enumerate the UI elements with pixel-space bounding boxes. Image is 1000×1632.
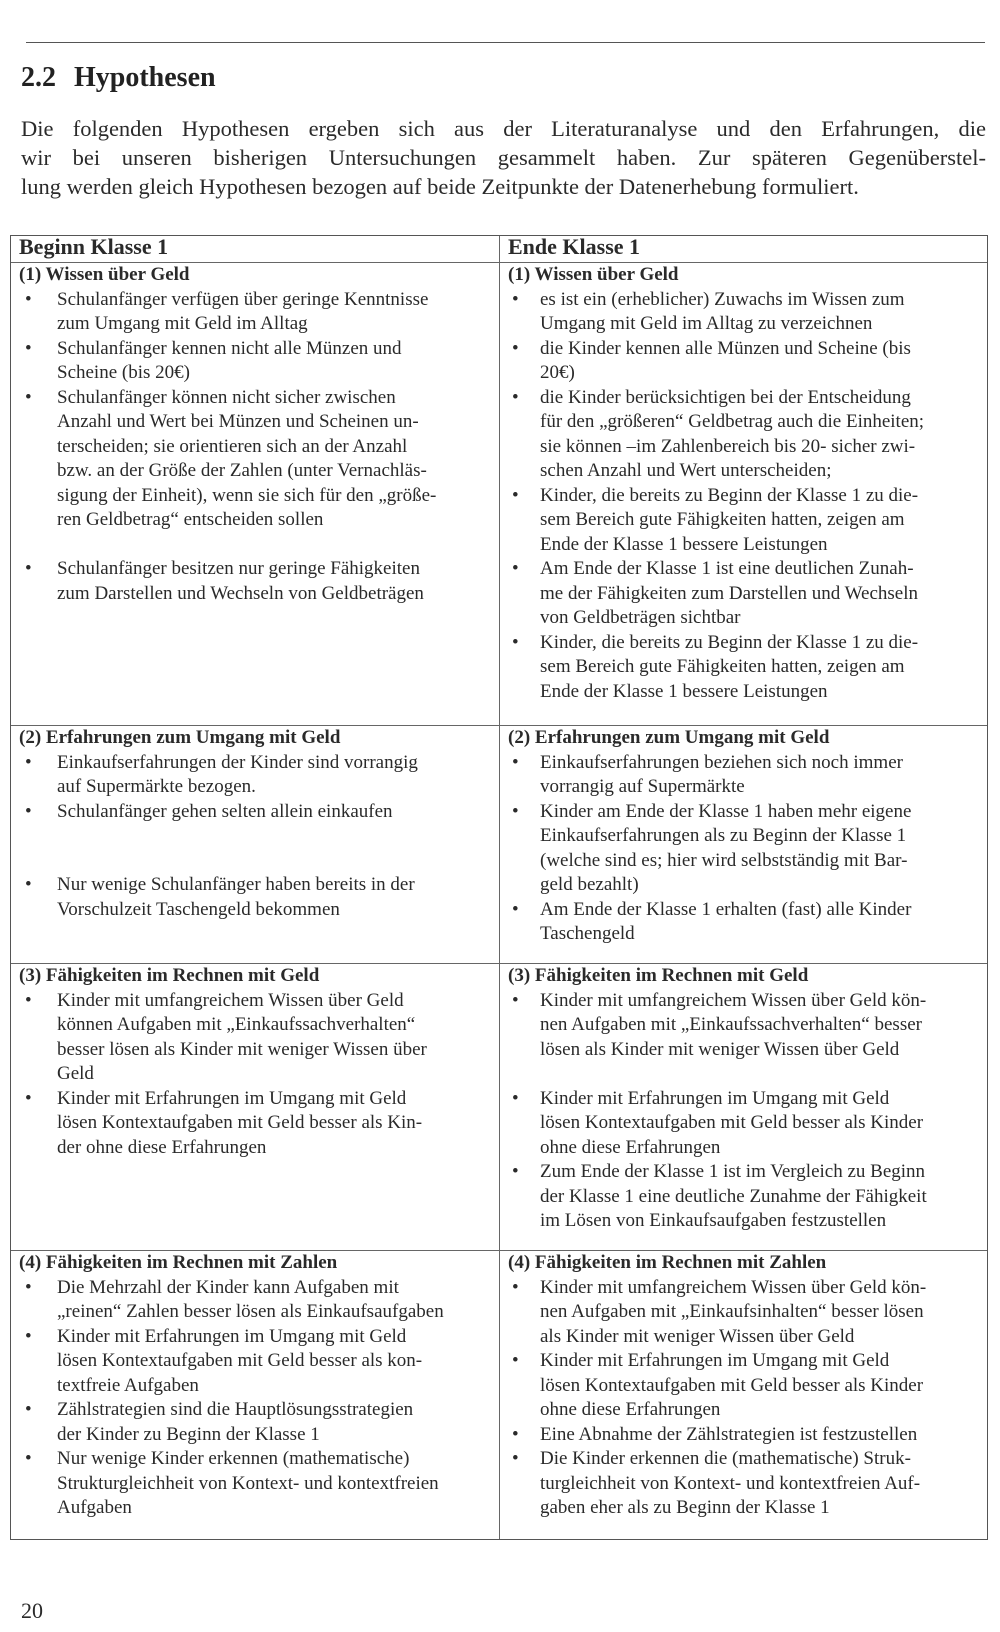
list-item — [19, 1325, 489, 1399]
list-item — [19, 386, 489, 533]
list-item-text: Kinder mit Erfahrungen im Umgang mit Geld lösen Kontextaufgaben mit Geld besser als Kinder ohne diese Erfahrungen — [540, 1087, 924, 1158]
list-item-text: Schulanfänger gehen selten allein einkaufen — [57, 800, 393, 822]
table-cell-right — [508, 726, 978, 947]
list-item — [19, 288, 489, 337]
bullet-icon: • — [25, 558, 32, 579]
intro-paragraph — [21, 114, 986, 201]
bullet-icon: • — [512, 1448, 519, 1469]
bullet-icon: • — [512, 1161, 519, 1182]
list-item-text: Einkaufserfahrungen beziehen sich noch immer vorrangig auf Supermärkte — [540, 751, 903, 797]
list-item — [19, 873, 489, 922]
bullet-icon: • — [512, 337, 519, 359]
list-item — [19, 1447, 489, 1521]
list-item — [508, 1160, 978, 1234]
bullet-icon: • — [25, 800, 32, 822]
table-cell-left — [19, 964, 489, 1160]
category-title: (1) Wissen über Geld — [19, 264, 190, 285]
list-item-text: die Kinder kennen alle Münzen und Scheine (bis 20€) — [540, 337, 911, 383]
table-cell-left — [19, 1251, 489, 1521]
list-item-text: es ist ein (erheblicher) Zuwachs im Wissen zum Umgang mit Geld im Alltag zu verzeichnen — [540, 288, 905, 334]
list-item-text: Am Ende der Klasse 1 ist eine deutlichen Zunah- me der Fähigkeiten zum Darstellen und Wechseln von Geldbeträgen sichtbar — [540, 558, 919, 628]
bullet-icon: • — [25, 751, 32, 773]
bullet-icon: • — [512, 751, 519, 773]
column-header-beginn: Beginn Klasse 1 — [19, 234, 169, 259]
list-item — [508, 1447, 978, 1521]
list-item-text: Schulanfänger können nicht sicher zwischen Anzahl und Wert bei Münzen und Scheinen un- terscheiden; sie orientieren sich an der Anzahl bzw. an der Größe der Zahlen (unter Vernachläs- sigung der Einheit), wenn sie sich für den „größe- ren Geldbetrag“ entscheiden sollen — [57, 386, 437, 530]
bullet-icon: • — [25, 1276, 32, 1298]
page-number: 20 — [21, 1598, 43, 1623]
list-item — [508, 1276, 978, 1350]
list-item-text: Kinder am Ende der Klasse 1 haben mehr eigene Einkaufserfahrungen als zu Beginn der Klasse 1 (welche sind es; hier wird selbstständig mit Bar- geld bezahlt) — [540, 800, 912, 895]
list-item-text: Kinder mit Erfahrungen im Umgang mit Geld lösen Kontextaufgaben mit Geld besser als kon- textfreie Aufgaben — [57, 1325, 423, 1396]
list-item-text: Am Ende der Klasse 1 erhalten (fast) alle Kinder Taschengeld — [540, 898, 912, 944]
list-item-text: Kinder mit umfangreichem Wissen über Geld können Aufgaben mit „Einkaufssachverhalten“ besser lösen als Kinder mit weniger Wissen über Geld — [57, 989, 427, 1084]
list-item-text: Schulanfänger verfügen über geringe Kenntnisse zum Umgang mit Geld im Alltag — [57, 288, 429, 334]
bullet-icon: • — [512, 631, 519, 653]
bullet-icon: • — [512, 898, 519, 920]
list-item-text: Kinder mit Erfahrungen im Umgang mit Geld lösen Kontextaufgaben mit Geld besser als Kin- der ohne diese Erfahrungen — [57, 1087, 423, 1158]
table-cell-left — [19, 263, 489, 606]
bullet-icon: • — [512, 1350, 519, 1371]
bullet-icon: • — [512, 1423, 519, 1445]
list-item-text: Einkaufserfahrungen der Kinder sind vorrangig auf Supermärkte bezogen. — [57, 751, 418, 797]
list-item-text: Schulanfänger kennen nicht alle Münzen und Scheine (bis 20€) — [57, 337, 402, 383]
bullet-icon: • — [25, 288, 32, 310]
bullet-icon: • — [512, 558, 519, 579]
category-title: (2) Erfahrungen zum Umgang mit Geld — [19, 727, 341, 748]
list-item — [508, 1087, 978, 1161]
bullet-icon: • — [25, 989, 32, 1011]
list-item — [19, 1398, 489, 1447]
list-item-text: Kinder mit umfangreichem Wissen über Geld kön- nen Aufgaben mit „Einkaufsinhalten“ besser lösen als Kinder mit weniger Wissen über Geld — [540, 1276, 927, 1347]
list-item-text: Kinder mit umfangreichem Wissen über Geld kön- nen Aufgaben mit „Einkaufssachverhalten“ besser lösen als Kinder mit weniger Wissen über Geld — [540, 989, 927, 1060]
list-item — [19, 1276, 489, 1325]
category-title: (3) Fähigkeiten im Rechnen mit Geld — [19, 965, 320, 986]
list-item — [19, 751, 489, 800]
bullet-icon: • — [25, 1448, 32, 1469]
list-item-text: Zum Ende der Klasse 1 ist im Vergleich zu Beginn der Klasse 1 eine deutliche Zunahme der Fähigkeit im Lösen von Einkaufsaufgaben festzustellen — [540, 1161, 927, 1231]
list-item-text: Nur wenige Schulanfänger haben bereits in der Vorschulzeit Taschengeld bekommen — [57, 874, 415, 920]
list-item-text: Kinder, die bereits zu Beginn der Klasse 1 zu die- sem Bereich gute Fähigkeiten hatten, zeigen am Ende der Klasse 1 bessere Leistungen — [540, 484, 919, 555]
bullet-icon: • — [25, 386, 32, 408]
bullet-icon: • — [25, 337, 32, 359]
list-item — [508, 800, 978, 898]
category-title: (3) Fähigkeiten im Rechnen mit Geld — [508, 965, 809, 986]
bullet-icon: • — [512, 1276, 519, 1298]
bullet-icon: • — [25, 1325, 32, 1347]
column-divider — [499, 236, 500, 1539]
table-cell-right — [508, 964, 978, 1234]
list-item — [508, 1423, 978, 1448]
bullet-icon: • — [512, 800, 519, 822]
category-title: (4) Fähigkeiten im Rechnen mit Zahlen — [19, 1252, 338, 1273]
column-header-ende: Ende Klasse 1 — [508, 234, 641, 259]
hypotheses-table — [10, 235, 988, 1540]
intro-line: wir bei unseren bisherigen Untersuchungen gesammelt haben. Zur späteren Gegenüberstel- — [21, 145, 986, 170]
intro-line: Die folgenden Hypothesen ergeben sich aus der Literaturanalyse und den Erfahrungen, die — [21, 116, 986, 141]
list-item-text: Kinder, die bereits zu Beginn der Klasse 1 zu die- sem Bereich gute Fähigkeiten hatten, zeigen am Ende der Klasse 1 bessere Leistungen — [540, 631, 919, 702]
list-item-text: Nur wenige Kinder erkennen (mathematische) Strukturgleichheit von Kontext- und kontextfreien Aufgaben — [57, 1448, 439, 1518]
category-title: (1) Wissen über Geld — [508, 264, 679, 285]
table-cell-right — [508, 263, 978, 704]
list-item — [508, 386, 978, 484]
list-item — [19, 989, 489, 1087]
list-item-text: Eine Abnahme der Zählstrategien ist festzustellen — [540, 1423, 918, 1445]
list-item — [508, 557, 978, 631]
list-item — [508, 989, 978, 1063]
intro-line: lung werden gleich Hypothesen bezogen auf beide Zeitpunkte der Datenerhebung formuliert. — [21, 174, 859, 199]
section-heading — [21, 62, 216, 94]
table-cell-left — [19, 726, 489, 922]
list-item — [508, 288, 978, 337]
list-item-text: Die Mehrzahl der Kinder kann Aufgaben mit „reinen“ Zahlen besser lösen als Einkaufsaufgaben — [57, 1276, 444, 1322]
list-item — [508, 898, 978, 947]
list-item — [508, 631, 978, 705]
bullet-icon: • — [512, 1087, 519, 1109]
bullet-icon: • — [25, 874, 32, 895]
list-item — [19, 1087, 489, 1161]
list-item — [19, 800, 489, 825]
list-item-text: Zählstrategien sind die Hauptlösungsstrategien der Kinder zu Beginn der Klasse 1 — [57, 1399, 414, 1445]
section-title: Hypothesen — [74, 62, 216, 93]
list-item-text: Die Kinder erkennen die (mathematische) Struk- turgleichheit von Kontext- und kontextfreien Auf- gaben eher als zu Beginn der Klasse 1 — [540, 1448, 921, 1518]
list-item-text: Kinder mit Erfahrungen im Umgang mit Geld lösen Kontextaufgaben mit Geld besser als Kinder ohne diese Erfahrungen — [540, 1350, 924, 1420]
bullet-icon: • — [512, 484, 519, 506]
list-item-text: die Kinder berücksichtigen bei der Entscheidung für den „größeren“ Geldbetrag auch die Einheiten; sie können –im Zahlenbereich bis 20- sicher zwi- schen Anzahl und Wert unterscheiden; — [540, 386, 925, 481]
section-number: 2.2 — [21, 62, 56, 93]
category-title: (2) Erfahrungen zum Umgang mit Geld — [508, 727, 830, 748]
list-item — [508, 751, 978, 800]
top-rule — [26, 42, 985, 43]
bullet-icon: • — [512, 989, 519, 1011]
table-cell-right — [508, 1251, 978, 1521]
bullet-icon: • — [512, 288, 519, 310]
bullet-icon: • — [25, 1087, 32, 1109]
list-item — [19, 337, 489, 386]
list-item-text: Schulanfänger besitzen nur geringe Fähigkeiten zum Darstellen und Wechseln von Geldbeträgen — [57, 558, 424, 604]
bullet-icon: • — [512, 386, 519, 408]
list-item — [508, 1349, 978, 1423]
list-item — [508, 337, 978, 386]
category-title: (4) Fähigkeiten im Rechnen mit Zahlen — [508, 1252, 827, 1273]
list-item — [19, 557, 489, 606]
list-item — [508, 484, 978, 558]
bullet-icon: • — [25, 1399, 32, 1420]
